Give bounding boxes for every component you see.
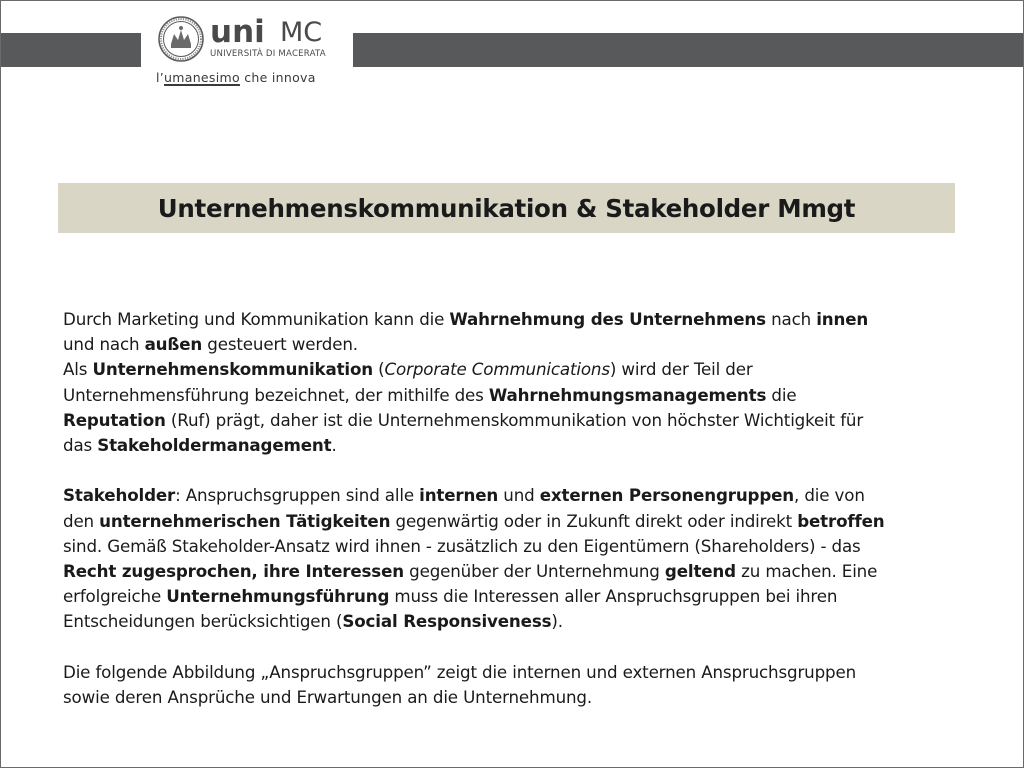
text-line: sind. Gemäß Stakeholder-Ansatz wird ihnen - zusätzlich zu den Eigentümern (Shareholders) - das [63,535,861,556]
paragraph-figure-reference [63,660,963,710]
logo-subtitle: UNIVERSITÀ DI MACERATA [210,49,326,59]
header-band-left [1,33,141,67]
text-line: sowie deren Ansprüche und Erwartungen an die Unternehmung. [63,686,593,707]
logo-tagline: l’umanesimo che innova [156,70,316,85]
text-line: das Stakeholdermanagement. [63,434,337,455]
text-line: Reputation (Ruf) prägt, daher ist die Unternehmenskommunikation von höchster Wichtigkeit für [63,409,864,430]
text-line: Die folgende Abbildung „Anspruchsgruppen” zeigt die internen und externen Anspruchsgruppen [63,661,857,682]
university-logo [146,8,352,90]
university-seal-icon [158,16,204,62]
slide-title: Unternehmenskommunikation & Stakeholder Mmgt [157,193,856,223]
logo-wordmark [210,14,350,54]
text-line: den unternehmerischen Tätigkeiten gegenwärtig oder in Zukunft direkt oder indirekt betroffen [63,510,885,531]
text-line: erfolgreiche Unternehmungsführung muss die Interessen aller Anspruchsgruppen bei ihren [63,586,838,607]
logo-mc-text: MC [280,17,323,48]
text-line: Unternehmensführung bezeichnet, der mithilfe des Wahrnehmungsmanagements die [63,384,797,405]
title-bar [58,183,955,233]
text-line: Als Unternehmenskommunikation (Corporate Communications) wird der Teil der [63,359,753,380]
paragraph-stakeholder-definition [63,483,963,634]
logo-uni-text: uni [210,14,265,50]
text-line: und nach außen gesteuert werden. [63,334,358,355]
text-line: Recht zugesprochen, ihre Interessen gegenüber der Unternehmung geltend zu machen. Eine [63,560,878,581]
text-line: Durch Marketing und Kommunikation kann die Wahrnehmung des Unternehmens nach innen [63,309,869,329]
header-band-right [353,33,1023,67]
text-line: Stakeholder: Anspruchsgruppen sind alle internen und externen Personengruppen, die von [63,485,865,506]
paragraph-corporate-communications [63,307,963,458]
slide-body [63,307,963,710]
text-line: Entscheidungen berücksichtigen (Social Responsiveness). [63,611,563,632]
